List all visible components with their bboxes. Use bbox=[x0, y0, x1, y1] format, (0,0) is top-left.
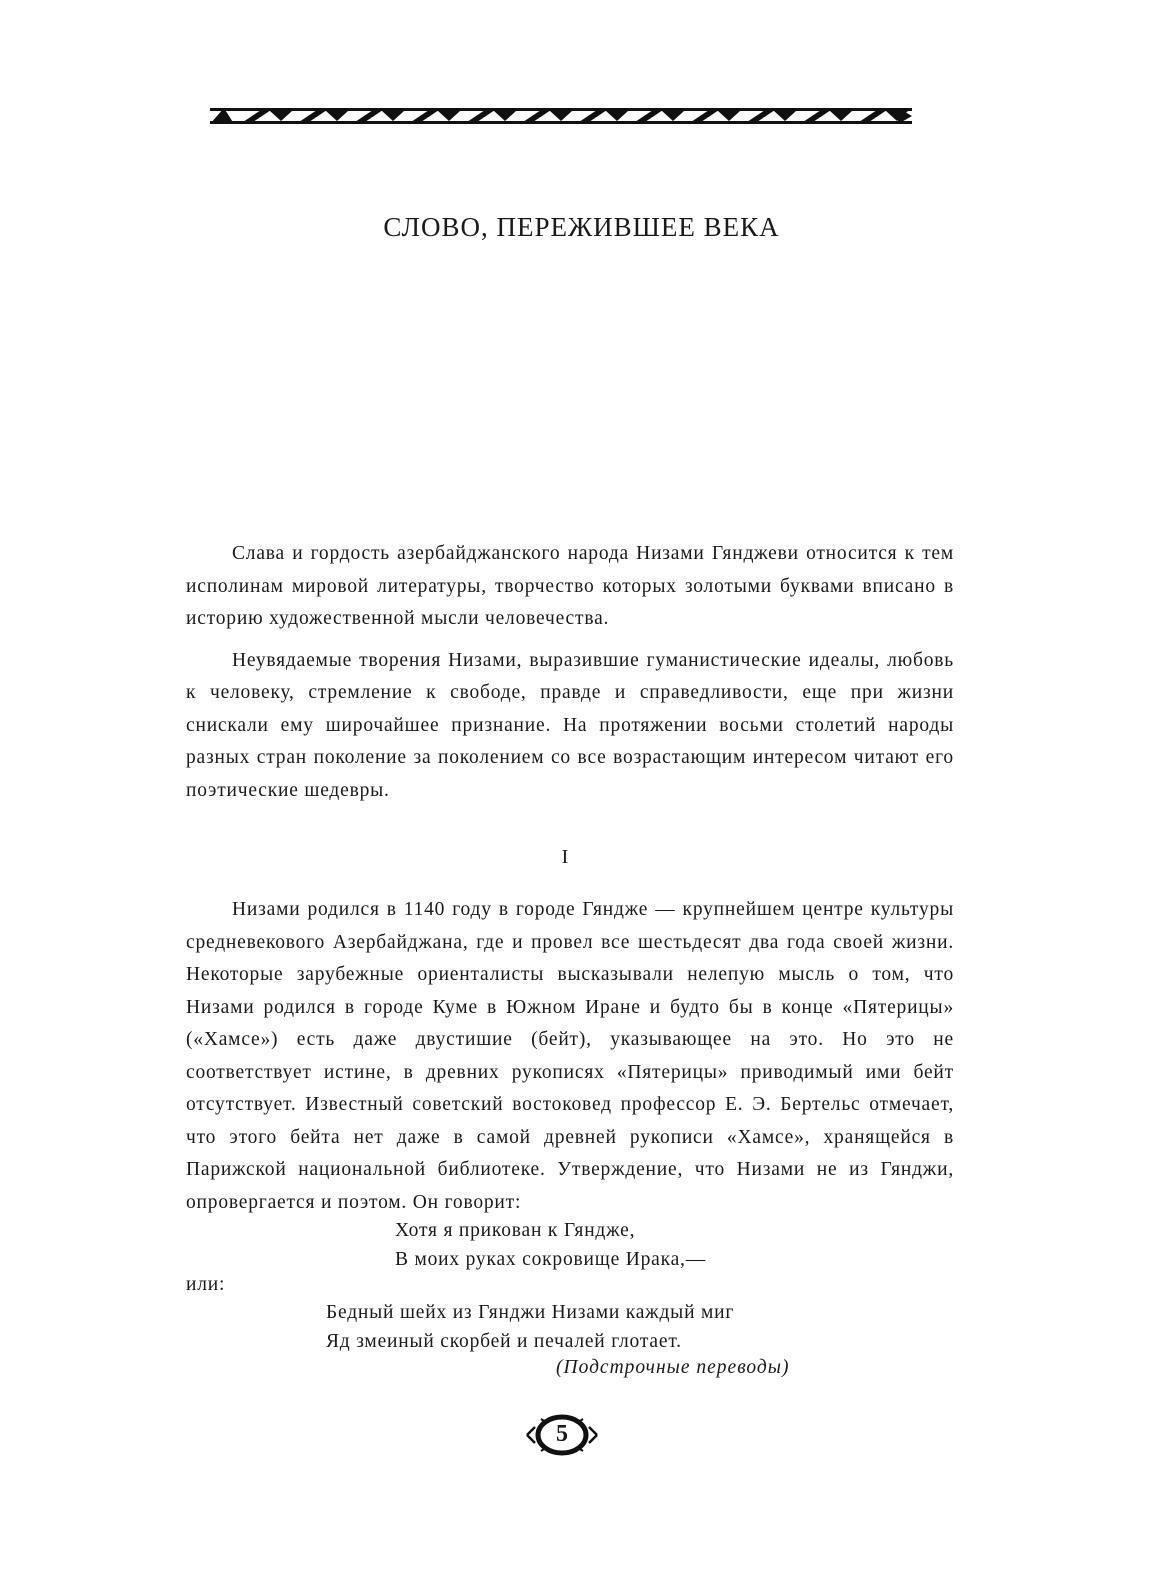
verse-quote-2 bbox=[326, 1298, 734, 1356]
intro-paragraph-2: Неувядаемые творения Низами, выразившие гуманистические идеалы, любовь к человеку, стремление к свободе, правде и справедливости, еще при жизни снискали ему широчайшее признание. На протяжении восьми столетий народы разных стран поколение за поколением со все возрастающим интересом читают его поэтические шедевры. bbox=[186, 649, 954, 801]
translation-note: (Подстрочные переводы) bbox=[556, 1357, 790, 1378]
header-ornament bbox=[210, 104, 912, 128]
section-text bbox=[186, 894, 954, 1219]
verse-line: Хотя я прикован к Гяндже, bbox=[395, 1220, 636, 1241]
section-paragraph: Низами родился в 1140 году в городе Гяндже — крупнейшем центре культуры средневекового Азербайджана, где и провел все шестьдесят два года своей жизни. Некоторые зарубежные ориенталисты высказывали нелепую мысль о том, что Низами родился в городе Куме в Южном Иране и будто бы в конце «Пятерицы» («Хамсе») есть даже двустишие (бейт), указывающее на это. Но это не соответствует истине, в древних рукописях «Пятерицы» приводимый ими бейт отсутствует. Известный советский востоковед профессор Е. Э. Бертельс отмечает, что этого бейта нет даже в самой древней рукописи «Хамсе», хранящейся в Парижской национальной библиотеке. Утверждение, что Низами не из Гянджи, опровергается и поэтом. Он говорит: bbox=[186, 899, 954, 1213]
verse-line: Бедный шейх из Гянджи Низами каждый миг bbox=[326, 1302, 735, 1323]
ornament-band-icon bbox=[210, 104, 912, 128]
page-number-value: 5 bbox=[556, 1421, 568, 1447]
intro-paragraph-1: Слава и гордость азербайджанского народа Низами Гянджеви относится к тем исполинам мировой литературы, творчество которых золотыми буквами вписано в историю художественной мысли человечества. bbox=[186, 543, 954, 629]
chapter-title: СЛОВО, ПЕРЕЖИВШЕЕ ВЕКА bbox=[383, 212, 780, 242]
section-number: I bbox=[561, 846, 569, 868]
verse-quote-1 bbox=[395, 1216, 706, 1274]
page-number bbox=[521, 1413, 603, 1457]
verse-line: В моих руках сокровище Ирака,— bbox=[395, 1249, 706, 1270]
connector-text: или: bbox=[186, 1274, 226, 1295]
intro-text bbox=[186, 538, 954, 807]
verse-line: Яд змеиный скорбей и печалей глотает. bbox=[326, 1331, 682, 1352]
